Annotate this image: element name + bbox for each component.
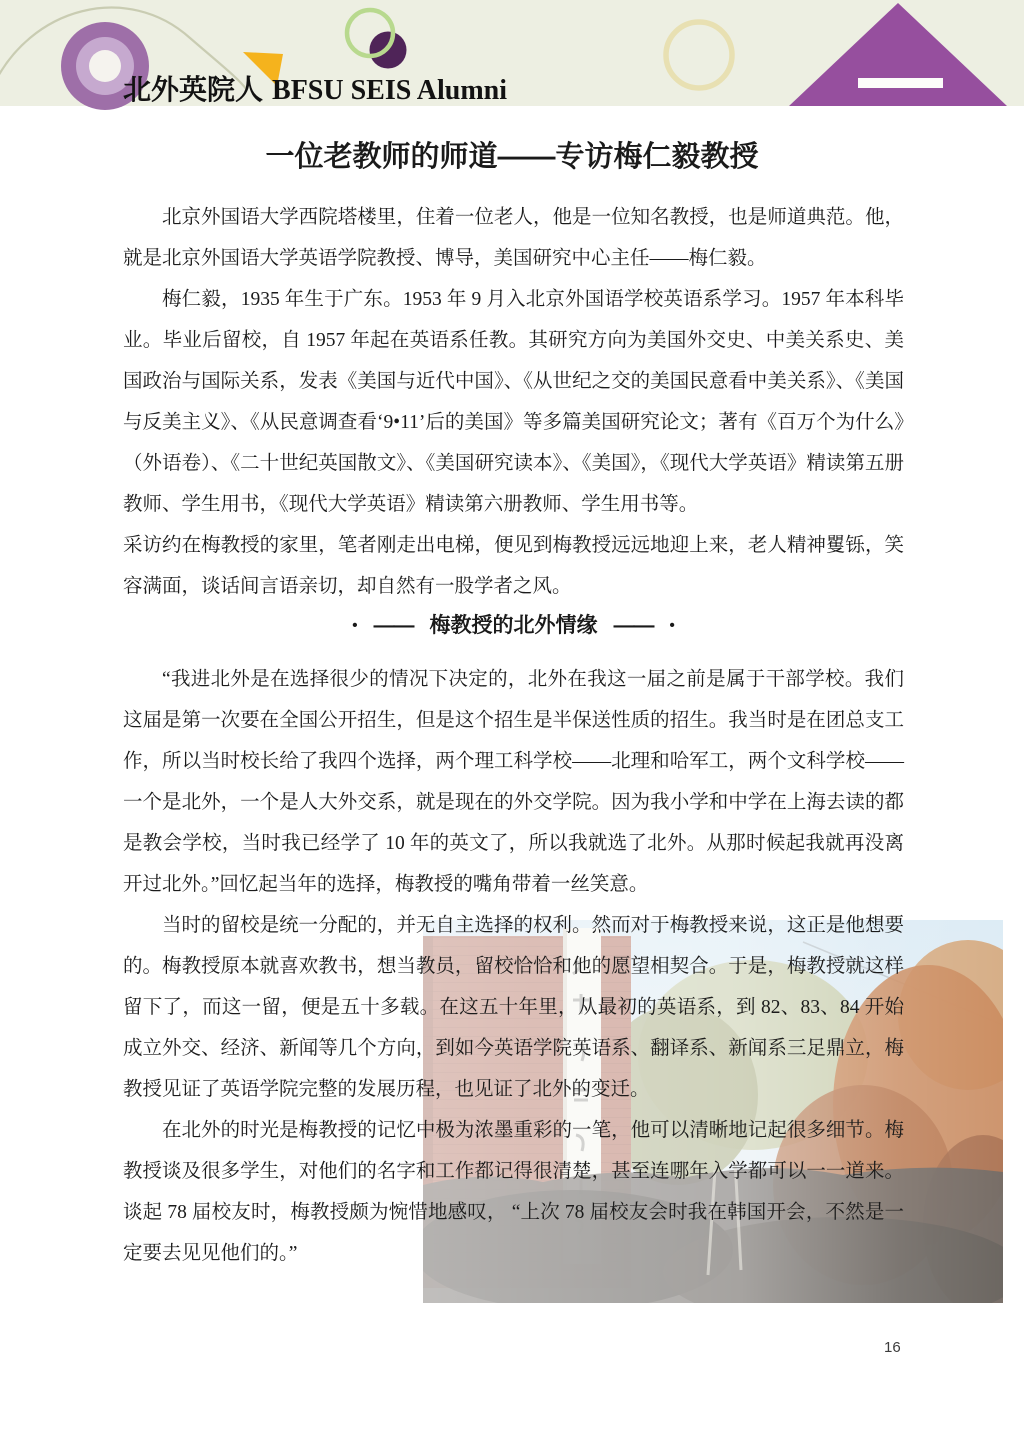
body-paragraph: “我进北外是在选择很少的情况下决定的，北外在我这一届之前是属于干部学校。我们这届是第一次要在全国公开招生，但是这个招生是半保送性质的招生。我当时是在团总支工作，所以当时校长给了我四个选择，两个理工科学校——北理和哈军工，两个文科学校——一个是北外，一个是人大外交系，就是现在的外交学院。因为我小学和中学在上海去读的都是教会学校，当时我已经学了 10 年的英文了，所以我就选了北外。从那时候起我就再没离开过北外。”回忆起当年的选择，梅教授的嘴角带着一丝笑意。 [123,669,904,895]
section-heading [123,611,904,641]
article-title: 一位老教师的师道——专访梅仁毅教授 [265,141,759,173]
heading-dash-icon: —— [373,614,414,637]
heading-dash-icon: —— [613,614,654,637]
body-paragraph: 梅仁毅，1935 年生于广东。1953 年 9 月入北京外国语学校英语系学习。1957 年本科毕业。毕业后留校，自 1957 年起在英语系任教。其研究方向为美国外交史、中美关系史、美国政治与国际关系，发表《美国与近代中国》、《从世纪之交的美国民意看中美关系》、《美国与反美主义》、《从民意调查看‘9•11’后的美国》等多篇美国研究论文；著有《百万个为什么》（外语卷）、《二十世纪英国散文》、《美国研究读本》、《美国》，《现代大学英语》精读第五册教师、学生用书，《现代大学英语》精读第六册教师、学生用书等。 [123,289,904,515]
logo-chinese: 北外英院人 [123,74,264,105]
masthead-logo [123,74,507,107]
body-paragraph: 当时的留校是统一分配的，并无自主选择的权利。然而对于梅教授来说，这正是他想要的。梅教授原本就喜欢教书，想当教员，留校恰恰和他的愿望相契合。于是，梅教授就这样留下了，而这一留，便是五十多载。在这五十年里，从最初的英语系，到 82、83、84 开始成立外交、经济、新闻等几个方向，到如今英语学院英语系、翻译系、新闻系三足鼎立，梅教授见证了英语学院完整的发展历程，也见证了北外的变迁。 [123,915,904,1100]
article-body [123,197,904,1274]
heading-text: 梅教授的北外情缘 [429,614,598,637]
purple-triangle-icon [789,3,1007,106]
body-paragraph: 采访约在梅教授的家里，笔者刚走出电梯，便见到梅教授远远地迎上来，老人精神矍铄，笑容满面，谈话间言语亲切，却自然有一股学者之风。 [123,535,904,597]
body-paragraph: 北京外国语大学西院塔楼里，住着一位老人，他是一位知名教授，也是师道典范。他，就是北京外国语大学英语学院教授、博导，美国研究中心主任——梅仁毅。 [123,207,904,269]
masthead-band [0,0,1024,106]
logo-english: BFSU SEIS Alumni [272,75,508,106]
heading-bullet-icon: • [352,617,358,634]
body-paragraph: 在北外的时光是梅教授的记忆中极为浓墨重彩的一笔，他可以清晰地记起很多细节。梅教授谈及很多学生，对他们的名字和工作都记得很清楚，甚至连哪年入学都可以一一道来。谈起 78 届校友时，梅教授颇为惋惜地感叹， “上次 78 届校友会时我在韩国开会，不然是一定要去见见他们的。” [123,1120,904,1264]
heading-bullet-icon: • [669,617,675,634]
cream-ring-icon [666,22,732,88]
page-number: 16 [884,1339,901,1356]
